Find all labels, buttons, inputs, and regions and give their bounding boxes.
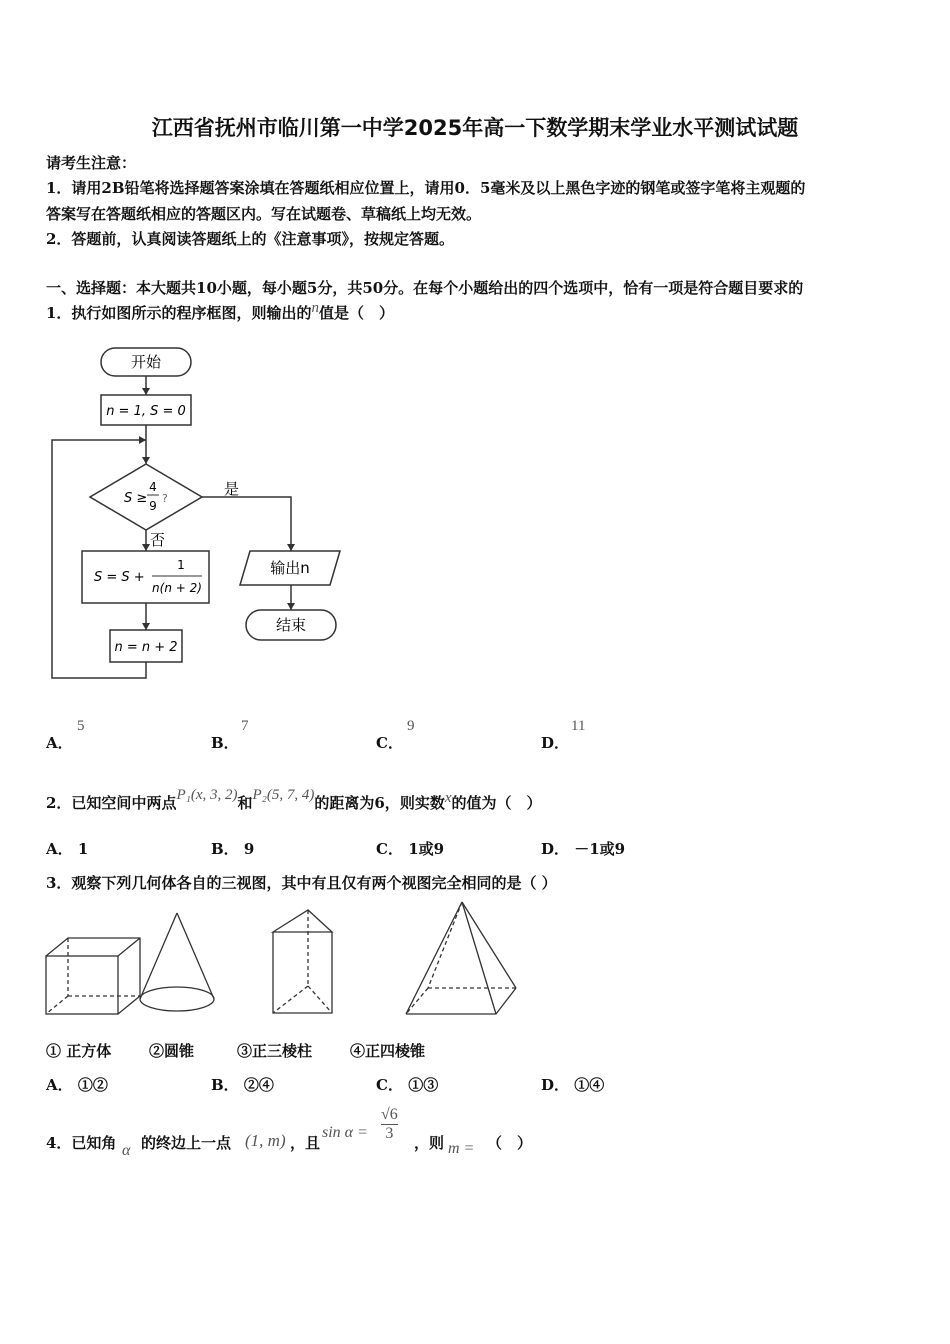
flow-end-label: 结束: [275, 616, 307, 634]
q3-legend-1: ① 正方体: [46, 1042, 112, 1060]
q4-prefix: 4．已知角: [46, 1134, 117, 1152]
flow-cond-num: 4: [149, 480, 157, 494]
flow-no-label: 否: [150, 531, 166, 549]
q3-legend-4: ④正四棱锥: [350, 1042, 426, 1060]
q2-var: x: [444, 790, 452, 806]
q1-option-b-value: 7: [241, 718, 249, 734]
q4-m: m =: [448, 1140, 475, 1157]
q1-option-b-label: B．: [211, 734, 239, 752]
q1-option-c-label: C．: [376, 734, 403, 752]
q3-option-a: A． ①②: [46, 1076, 108, 1094]
q4-mid2: ，且: [290, 1134, 321, 1152]
flow-update-den: n(n + 2): [152, 581, 202, 595]
q4-mid3: ，则: [414, 1134, 445, 1152]
q2-stem: [46, 787, 542, 813]
notice-line-1b: 答案写在答题纸相应的答题区内。写在试题卷、草稿纸上均无效。: [46, 205, 482, 223]
flow-init-label: n = 1, S = 0: [106, 404, 186, 419]
solids-figure: [40, 898, 530, 1023]
q3-option-b: B． ②④: [211, 1076, 274, 1094]
q2-option-c: C． 1或9: [376, 840, 445, 858]
q1-option-c-value: 9: [407, 718, 415, 734]
q2-p2: P₂(5, 7, 4): [252, 787, 315, 803]
q1-option-d-label: D．: [541, 734, 570, 752]
cone-drawing: [140, 913, 214, 1011]
q2-option-b: B． 9: [211, 840, 255, 858]
q3-legend-2: ②圆锥: [149, 1042, 195, 1060]
flow-cond-q: ?: [162, 492, 168, 505]
q3-option-c: C． ①③: [376, 1076, 439, 1094]
flow-incr-label: n = n + 2: [114, 640, 178, 655]
flow-update-left: S = S +: [94, 570, 145, 585]
q4-mid1: 的终边上一点: [141, 1134, 232, 1152]
notice-heading: 请考生注意：: [46, 154, 137, 172]
q1-option-d-value: 11: [571, 718, 586, 734]
page-title: 江西省抚州市临川第一中学2025年高一下数学期末学业水平测试试题: [151, 116, 799, 140]
q1-stem: [46, 302, 394, 323]
q2-p1: P₁(x, 3, 2): [176, 787, 238, 803]
q2-mid: 和: [237, 794, 253, 812]
q4-alpha: α: [122, 1142, 131, 1159]
flow-output-label: 输出n: [270, 559, 310, 577]
flow-cond-left: S ≥: [124, 491, 148, 506]
q4-frac-den: 3: [385, 1125, 394, 1142]
q1-suffix: 值是（ ）: [318, 304, 394, 322]
prism-drawing: [273, 910, 332, 1013]
flow-yes-label: 是: [224, 480, 240, 498]
pyramid-drawing: [406, 902, 516, 1014]
q3-legend-3: ③正三棱柱: [237, 1042, 313, 1060]
flow-cond-den: 9: [149, 499, 157, 513]
flow-start-label: 开始: [130, 353, 162, 371]
q4-frac-num: √6: [381, 1106, 398, 1123]
q4-suffix: （ ）: [487, 1134, 533, 1152]
q2-option-a: A． 1: [46, 840, 89, 858]
flow-update-num: 1: [177, 558, 185, 572]
q3-stem: 3．观察下列几何体各自的三视图，其中有且仅有两个视图完全相同的是（ ）: [46, 874, 557, 892]
q1-option-a-label: A．: [46, 734, 73, 752]
q2-suffix1: 的距离为6，则实数: [314, 794, 445, 812]
q1-option-a-value: 5: [77, 718, 85, 734]
q2-option-d: D． －1或9: [541, 840, 626, 858]
q1-var: n: [311, 300, 319, 316]
notice-line-2: 2．答题前，认真阅读答题纸上的《注意事项》，按规定答题。: [46, 230, 454, 248]
q2-suffix2: 的值为（ ）: [451, 794, 542, 812]
notice-line-1a: 1．请用2B铅笔将选择题答案涂填在答题纸相应位置上，请用0．5毫米及以上黑色字迹的钢笔或签字笔将主观题的: [46, 179, 806, 197]
q4-sin: sin α =: [322, 1124, 368, 1141]
q4-fraction: [381, 1106, 398, 1143]
cube-drawing: [46, 938, 140, 1014]
q3-option-d: D． ①④: [541, 1076, 605, 1094]
flowchart: [40, 340, 360, 690]
section-heading: 一、选择题：本大题共10小题，每小题5分，共50分。在每个小题给出的四个选项中，恰有一项是符合题目要求的: [46, 279, 804, 297]
q2-prefix: 2．已知空间中两点: [46, 794, 177, 812]
q1-prefix: 1．执行如图所示的程序框图，则输出的: [46, 304, 312, 322]
q4-point: (1, m): [245, 1131, 286, 1150]
